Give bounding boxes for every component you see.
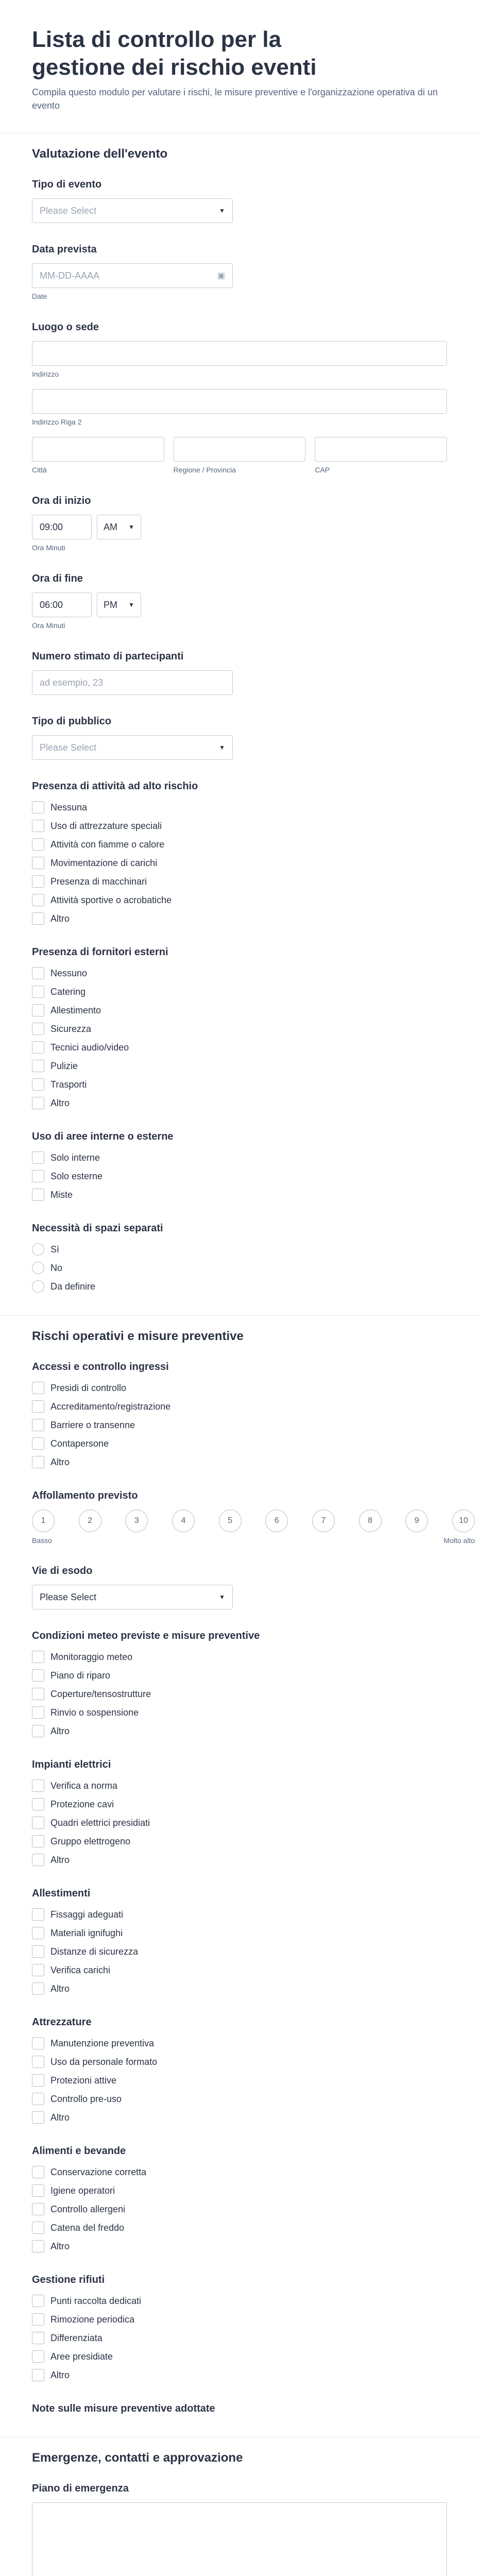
option-label: Altro (50, 1983, 70, 1994)
checkbox-option[interactable] (32, 819, 447, 833)
scale-min-label: Basso (32, 1536, 52, 1545)
field-label: Impianti elettrici (32, 1759, 111, 1770)
field-allestimenti (32, 1887, 447, 1996)
scale-option[interactable]: 9 (405, 1510, 428, 1532)
option-label: Gruppo elettrogeno (50, 1836, 131, 1846)
checkbox[interactable] (32, 1437, 44, 1450)
chevron-down-icon: ▼ (219, 1594, 225, 1601)
option-label: Verifica a norma (50, 1780, 118, 1791)
field-tipo-evento (32, 178, 447, 223)
checkbox[interactable] (32, 1854, 44, 1866)
checkbox-option[interactable] (32, 2368, 447, 2382)
checkbox[interactable] (32, 1982, 44, 1995)
radio-button[interactable] (32, 1243, 44, 1256)
checkbox-option[interactable] (32, 1724, 447, 1738)
section-emergenze (0, 2437, 479, 2576)
checkbox-option[interactable] (32, 2055, 447, 2069)
checkbox[interactable] (32, 838, 44, 851)
checkbox-option[interactable] (32, 1963, 447, 1977)
option-label: Altro (50, 2369, 70, 2380)
option-label: Altro (50, 2241, 70, 2251)
checkbox[interactable] (32, 1151, 44, 1164)
field-impianti (32, 1758, 447, 1867)
option-label: Sì (50, 1244, 60, 1255)
field-sublabel: Città (32, 466, 47, 474)
option-label: Differenziata (50, 2332, 102, 2343)
time-input[interactable]: 06:00 (32, 592, 92, 617)
select-value: Please Select (40, 742, 97, 753)
field-partecipanti (32, 650, 447, 695)
option-label: Movimentazione di carichi (50, 857, 158, 868)
select-value: Please Select (40, 1591, 97, 1602)
checkbox-option[interactable] (32, 2110, 447, 2125)
address-line-1-input[interactable] (32, 341, 447, 366)
checkbox[interactable] (32, 2037, 44, 2049)
field-sublabel: CAP (315, 466, 330, 474)
city-input[interactable] (32, 437, 164, 462)
option-label: Coperture/tensostrutture (50, 1688, 151, 1699)
field-label: Allestimenti (32, 1888, 91, 1899)
field-label: Ora di inizio (32, 495, 91, 506)
field-sublabel: Indirizzo (32, 370, 59, 378)
calendar-icon[interactable]: ▣ (217, 272, 225, 280)
section-valutazione (0, 133, 479, 1316)
field-ora-inizio (32, 494, 447, 552)
option-label: Catena del freddo (50, 2222, 125, 2233)
field-label: Accessi e controllo ingressi (32, 1361, 169, 1372)
option-label: Quadri elettrici presidiati (50, 1817, 150, 1828)
checkbox[interactable] (32, 801, 44, 814)
checkbox[interactable] (32, 1688, 44, 1700)
checkbox[interactable] (32, 967, 44, 979)
chevron-down-icon: ▼ (219, 207, 225, 214)
checkbox[interactable] (32, 2369, 44, 2381)
checkbox-option[interactable] (32, 1981, 447, 1996)
date-placeholder: MM-DD-AAAA (40, 270, 99, 281)
field-alimenti (32, 2144, 447, 2253)
ampm-select[interactable] (97, 515, 141, 539)
field-label: Vie di esodo (32, 1565, 93, 1577)
checkbox[interactable] (32, 1908, 44, 1921)
checkbox[interactable] (32, 1004, 44, 1016)
checkbox-option[interactable] (32, 985, 447, 999)
chevron-down-icon: ▼ (219, 744, 225, 751)
field-sublabel: Ora Minuti (32, 544, 65, 552)
form-title: Lista di controllo per la gestione dei rischio eventi (32, 27, 317, 80)
checkbox-option[interactable] (32, 2202, 447, 2216)
checkbox[interactable] (32, 1817, 44, 1829)
option-label: Barriere o transenne (50, 1419, 135, 1430)
scale-option[interactable]: 1 (32, 1510, 55, 1532)
option-label: Sicurezza (50, 1023, 92, 1034)
option-label: Da definire (50, 1281, 96, 1292)
emergency-plan-textarea[interactable] (32, 2502, 447, 2576)
option-label: Altro (50, 1456, 70, 1467)
section-title: Emergenze, contatti e approvazione (32, 2451, 243, 2465)
option-label: Rimozione periodica (50, 2314, 135, 2325)
option-label: Verifica carichi (50, 1964, 111, 1975)
checkbox-option[interactable] (32, 2183, 447, 2198)
checkbox-option[interactable] (32, 911, 447, 926)
checkbox[interactable] (32, 2222, 44, 2234)
scale-option[interactable]: 8 (359, 1510, 382, 1532)
checkbox[interactable] (32, 1725, 44, 1737)
checkbox-option[interactable] (32, 2036, 447, 2050)
option-label: Allestimento (50, 1005, 101, 1015)
scale-max-label: Molto alto (443, 1536, 475, 1545)
checkbox[interactable] (32, 875, 44, 888)
section-rischi (0, 1316, 479, 2437)
checkbox[interactable] (32, 2093, 44, 2105)
checkbox-option[interactable] (32, 1418, 447, 1432)
scale-option[interactable]: 10 (452, 1510, 475, 1532)
checkbox-option[interactable] (32, 874, 447, 889)
checkbox[interactable] (32, 2350, 44, 2363)
checkbox-option[interactable] (32, 1040, 447, 1055)
checkbox-option[interactable] (32, 1705, 447, 1720)
field-note (32, 2402, 447, 2415)
option-label: Altro (50, 1854, 70, 1865)
form-description: Compila questo modulo per valutare i rischi, le misure preventive e l'organizzazione operativa di un evento (32, 87, 438, 111)
checkbox-option[interactable] (32, 1907, 447, 1922)
checkbox[interactable] (32, 1456, 44, 1468)
checkbox[interactable] (32, 1669, 44, 1682)
field-label: Tipo di evento (32, 179, 102, 190)
checkbox[interactable] (32, 2295, 44, 2307)
scale-option[interactable]: 7 (312, 1510, 335, 1532)
option-label: Protezione cavi (50, 1799, 114, 1809)
checkbox[interactable] (32, 857, 44, 869)
option-label: Solo esterne (50, 1171, 103, 1181)
checkbox[interactable] (32, 1651, 44, 1663)
field-attrezzature (32, 2015, 447, 2125)
radio-option[interactable] (32, 1261, 447, 1275)
field-sublabel: Regione / Provincia (173, 466, 236, 474)
option-label: Attività sportive o acrobatiche (50, 894, 172, 905)
option-label: Nessuna (50, 802, 88, 812)
section-title: Valutazione dell'evento (32, 147, 168, 161)
field-esodo (32, 1564, 447, 1609)
checkbox[interactable] (32, 1835, 44, 1848)
option-label: Presenza di macchinari (50, 876, 147, 887)
radio-button[interactable] (32, 1262, 44, 1274)
checkbox[interactable] (32, 1097, 44, 1109)
option-label: Nessuno (50, 968, 88, 978)
field-sublabel: Ora Minuti (32, 621, 65, 630)
ampm-select[interactable] (97, 592, 141, 617)
option-label: Attività con fiamme o calore (50, 839, 165, 850)
checkbox-option[interactable] (32, 1150, 447, 1165)
checkbox-option[interactable] (32, 893, 447, 907)
option-label: Miste (50, 1189, 73, 1200)
field-label: Piano di emergenza (32, 2483, 129, 2494)
checkbox[interactable] (32, 1798, 44, 1810)
checkbox-option[interactable] (32, 1853, 447, 1867)
option-label: Presidi di controllo (50, 1382, 127, 1393)
checkbox[interactable] (32, 1780, 44, 1792)
field-label: Luogo o sede (32, 321, 99, 333)
checkbox-option[interactable] (32, 2092, 447, 2106)
checkbox[interactable] (32, 1419, 44, 1431)
checkbox-option[interactable] (32, 966, 447, 980)
checkbox[interactable] (32, 912, 44, 925)
option-label: Catering (50, 986, 86, 997)
checkbox[interactable] (32, 2313, 44, 2326)
option-label: Protezioni attive (50, 2075, 117, 2086)
address-line-2-input[interactable] (32, 389, 447, 414)
option-label: Manutenzione preventiva (50, 2038, 155, 2048)
field-data-prevista (32, 243, 447, 301)
scale-option[interactable]: 6 (265, 1510, 288, 1532)
checkbox-option[interactable] (32, 2073, 447, 2088)
audience-select[interactable] (32, 735, 233, 760)
checkbox-option[interactable] (32, 1834, 447, 1849)
field-sublabel: Indirizzo Riga 2 (32, 418, 82, 426)
checkbox[interactable] (32, 2056, 44, 2068)
field-label: Presenza di fornitori esterni (32, 946, 168, 958)
scale-option[interactable]: 3 (125, 1510, 148, 1532)
checkbox[interactable] (32, 894, 44, 906)
option-label: Altro (50, 1097, 70, 1108)
checkbox-option[interactable] (32, 800, 447, 815)
field-pubblico (32, 715, 447, 760)
form-header (0, 0, 479, 133)
field-label: Alimenti e bevande (32, 2145, 126, 2157)
checkbox[interactable] (32, 1927, 44, 1939)
cap-input[interactable] (315, 437, 447, 462)
option-label: Trasporti (50, 1079, 87, 1090)
field-label: Numero stimato di partecipanti (32, 651, 184, 662)
chevron-down-icon: ▼ (128, 601, 134, 608)
option-label: Controllo allergeni (50, 2204, 126, 2214)
time-input[interactable]: 09:00 (32, 515, 92, 539)
checkbox-option[interactable] (32, 1096, 447, 1110)
checkbox-option[interactable] (32, 837, 447, 852)
checkbox-option[interactable] (32, 2239, 447, 2253)
section-title: Rischi operativi e misure preventive (32, 1329, 244, 1343)
option-label: Uso da personale formato (50, 2056, 158, 2067)
option-label: Monitoraggio meteo (50, 1651, 133, 1662)
participants-input[interactable]: ad esempio, 23 (32, 670, 233, 695)
option-label: Pulizie (50, 1060, 78, 1071)
checkbox-option[interactable] (32, 1188, 447, 1202)
checkbox-option[interactable] (32, 1381, 447, 1395)
field-sublabel: Date (32, 292, 47, 300)
checkbox[interactable] (32, 820, 44, 832)
checkbox[interactable] (32, 1945, 44, 1958)
field-label: Gestione rifiuti (32, 2274, 105, 2285)
field-meteo (32, 1629, 447, 1738)
checkbox[interactable] (32, 1023, 44, 1035)
option-label: Distanze di sicurezza (50, 1946, 139, 1957)
checkbox-option[interactable] (32, 2349, 447, 2364)
checkbox-option[interactable] (32, 1778, 447, 1793)
option-label: Punti raccolta dedicati (50, 2295, 142, 2306)
option-label: Accreditamento/registrazione (50, 1401, 171, 1412)
option-label: Rinvio o sospensione (50, 1707, 139, 1718)
checkbox-option[interactable] (32, 1926, 447, 1940)
field-label: Condizioni meteo previste e misure preventive (32, 1630, 260, 1641)
scale-option[interactable]: 4 (172, 1510, 195, 1532)
checkbox[interactable] (32, 1170, 44, 1182)
option-label: Uso di attrezzature speciali (50, 820, 162, 831)
scale-option[interactable]: 2 (79, 1510, 101, 1532)
checkbox-option[interactable] (32, 1668, 447, 1683)
field-label: Presenza di attività ad alto rischio (32, 781, 198, 792)
checkbox[interactable] (32, 1400, 44, 1413)
field-luogo (32, 320, 447, 474)
checkbox[interactable] (32, 986, 44, 998)
checkbox-option[interactable] (32, 2331, 447, 2345)
tipo-evento-select[interactable] (32, 198, 233, 223)
checkbox[interactable] (32, 2074, 44, 2087)
region-input[interactable] (174, 437, 306, 462)
checkbox[interactable] (32, 2332, 44, 2344)
field-label: Data prevista (32, 244, 97, 255)
checkbox-option[interactable] (32, 2221, 447, 2235)
option-label: Solo interne (50, 1152, 100, 1163)
field-label: Note sulle misure preventive adottate (32, 2403, 215, 2414)
field-label: Necessità di spazi separati (32, 1223, 163, 1234)
field-rifiuti (32, 2273, 447, 2382)
checkbox-option[interactable] (32, 2294, 447, 2308)
option-label: Materiali ignifughi (50, 1927, 123, 1938)
checkbox[interactable] (32, 1078, 44, 1091)
field-label: Attrezzature (32, 2016, 92, 2028)
checkbox-option[interactable] (32, 2165, 447, 2179)
option-label: Altro (50, 913, 70, 924)
checkbox-option[interactable] (32, 1650, 447, 1664)
date-input[interactable] (32, 263, 233, 288)
radio-option[interactable] (32, 1242, 447, 1257)
field-ora-fine (32, 572, 447, 630)
checkbox[interactable] (32, 1382, 44, 1394)
checkbox[interactable] (32, 2240, 44, 2252)
field-accessi (32, 1360, 447, 1469)
checkbox-option[interactable] (32, 1455, 447, 1469)
option-label: Aree presidiate (50, 2351, 113, 2362)
option-label: Contapersone (50, 1438, 109, 1449)
option-label: No (50, 1262, 63, 1273)
field-affollamento (32, 1489, 475, 1545)
option-label: Fissaggi adeguati (50, 1909, 124, 1920)
radio-button[interactable] (32, 1280, 44, 1293)
checkbox[interactable] (32, 2184, 44, 2197)
field-fornitori (32, 945, 447, 1110)
checkbox[interactable] (32, 1060, 44, 1072)
field-spazi (32, 1222, 447, 1294)
field-label: Tipo di pubblico (32, 716, 112, 727)
checkbox[interactable] (32, 2111, 44, 2124)
scale-option[interactable]: 5 (219, 1510, 242, 1532)
crowding-scale (32, 1510, 475, 1532)
option-label: Conservazione corretta (50, 2166, 147, 2177)
checkbox-option[interactable] (32, 856, 447, 870)
select-value: Please Select (40, 205, 97, 216)
checkbox-option[interactable] (32, 1169, 447, 1183)
checkbox-option[interactable] (32, 1077, 447, 1092)
checkbox-option[interactable] (32, 1944, 447, 1959)
option-label: Altro (50, 2112, 70, 2123)
checkbox[interactable] (32, 1964, 44, 1976)
field-label: Affollamento previsto (32, 1490, 138, 1501)
field-aree (32, 1130, 447, 1202)
checkbox-option[interactable] (32, 1399, 447, 1414)
radio-option[interactable] (32, 1279, 447, 1294)
checkbox-option[interactable] (32, 1022, 447, 1036)
checkbox[interactable] (32, 1189, 44, 1201)
option-label: Piano di riparo (50, 1670, 111, 1681)
checkbox[interactable] (32, 2166, 44, 2178)
checkbox[interactable] (32, 2203, 44, 2215)
checkbox-option[interactable] (32, 2312, 447, 2327)
exit-routes-select[interactable] (32, 1585, 233, 1609)
checkbox-option[interactable] (32, 1687, 447, 1701)
option-label: Altro (50, 1725, 70, 1736)
ampm-value: AM (104, 521, 117, 532)
checkbox[interactable] (32, 1041, 44, 1054)
checkbox[interactable] (32, 1706, 44, 1719)
field-label: Ora di fine (32, 573, 83, 584)
option-label: Tecnici audio/video (50, 1042, 129, 1053)
chevron-down-icon: ▼ (128, 523, 134, 531)
checkbox-option[interactable] (32, 1436, 447, 1451)
field-piano (32, 2482, 447, 2576)
option-label: Controllo pre-uso (50, 2093, 122, 2104)
field-attivita (32, 779, 447, 926)
ampm-value: PM (104, 599, 117, 610)
checkbox-option[interactable] (32, 1059, 447, 1073)
checkbox-option[interactable] (32, 1816, 447, 1830)
checkbox-option[interactable] (32, 1003, 447, 1018)
checkbox-option[interactable] (32, 1797, 447, 1811)
option-label: Igiene operatori (50, 2185, 115, 2196)
field-label: Uso di aree interne o esterne (32, 1131, 174, 1142)
